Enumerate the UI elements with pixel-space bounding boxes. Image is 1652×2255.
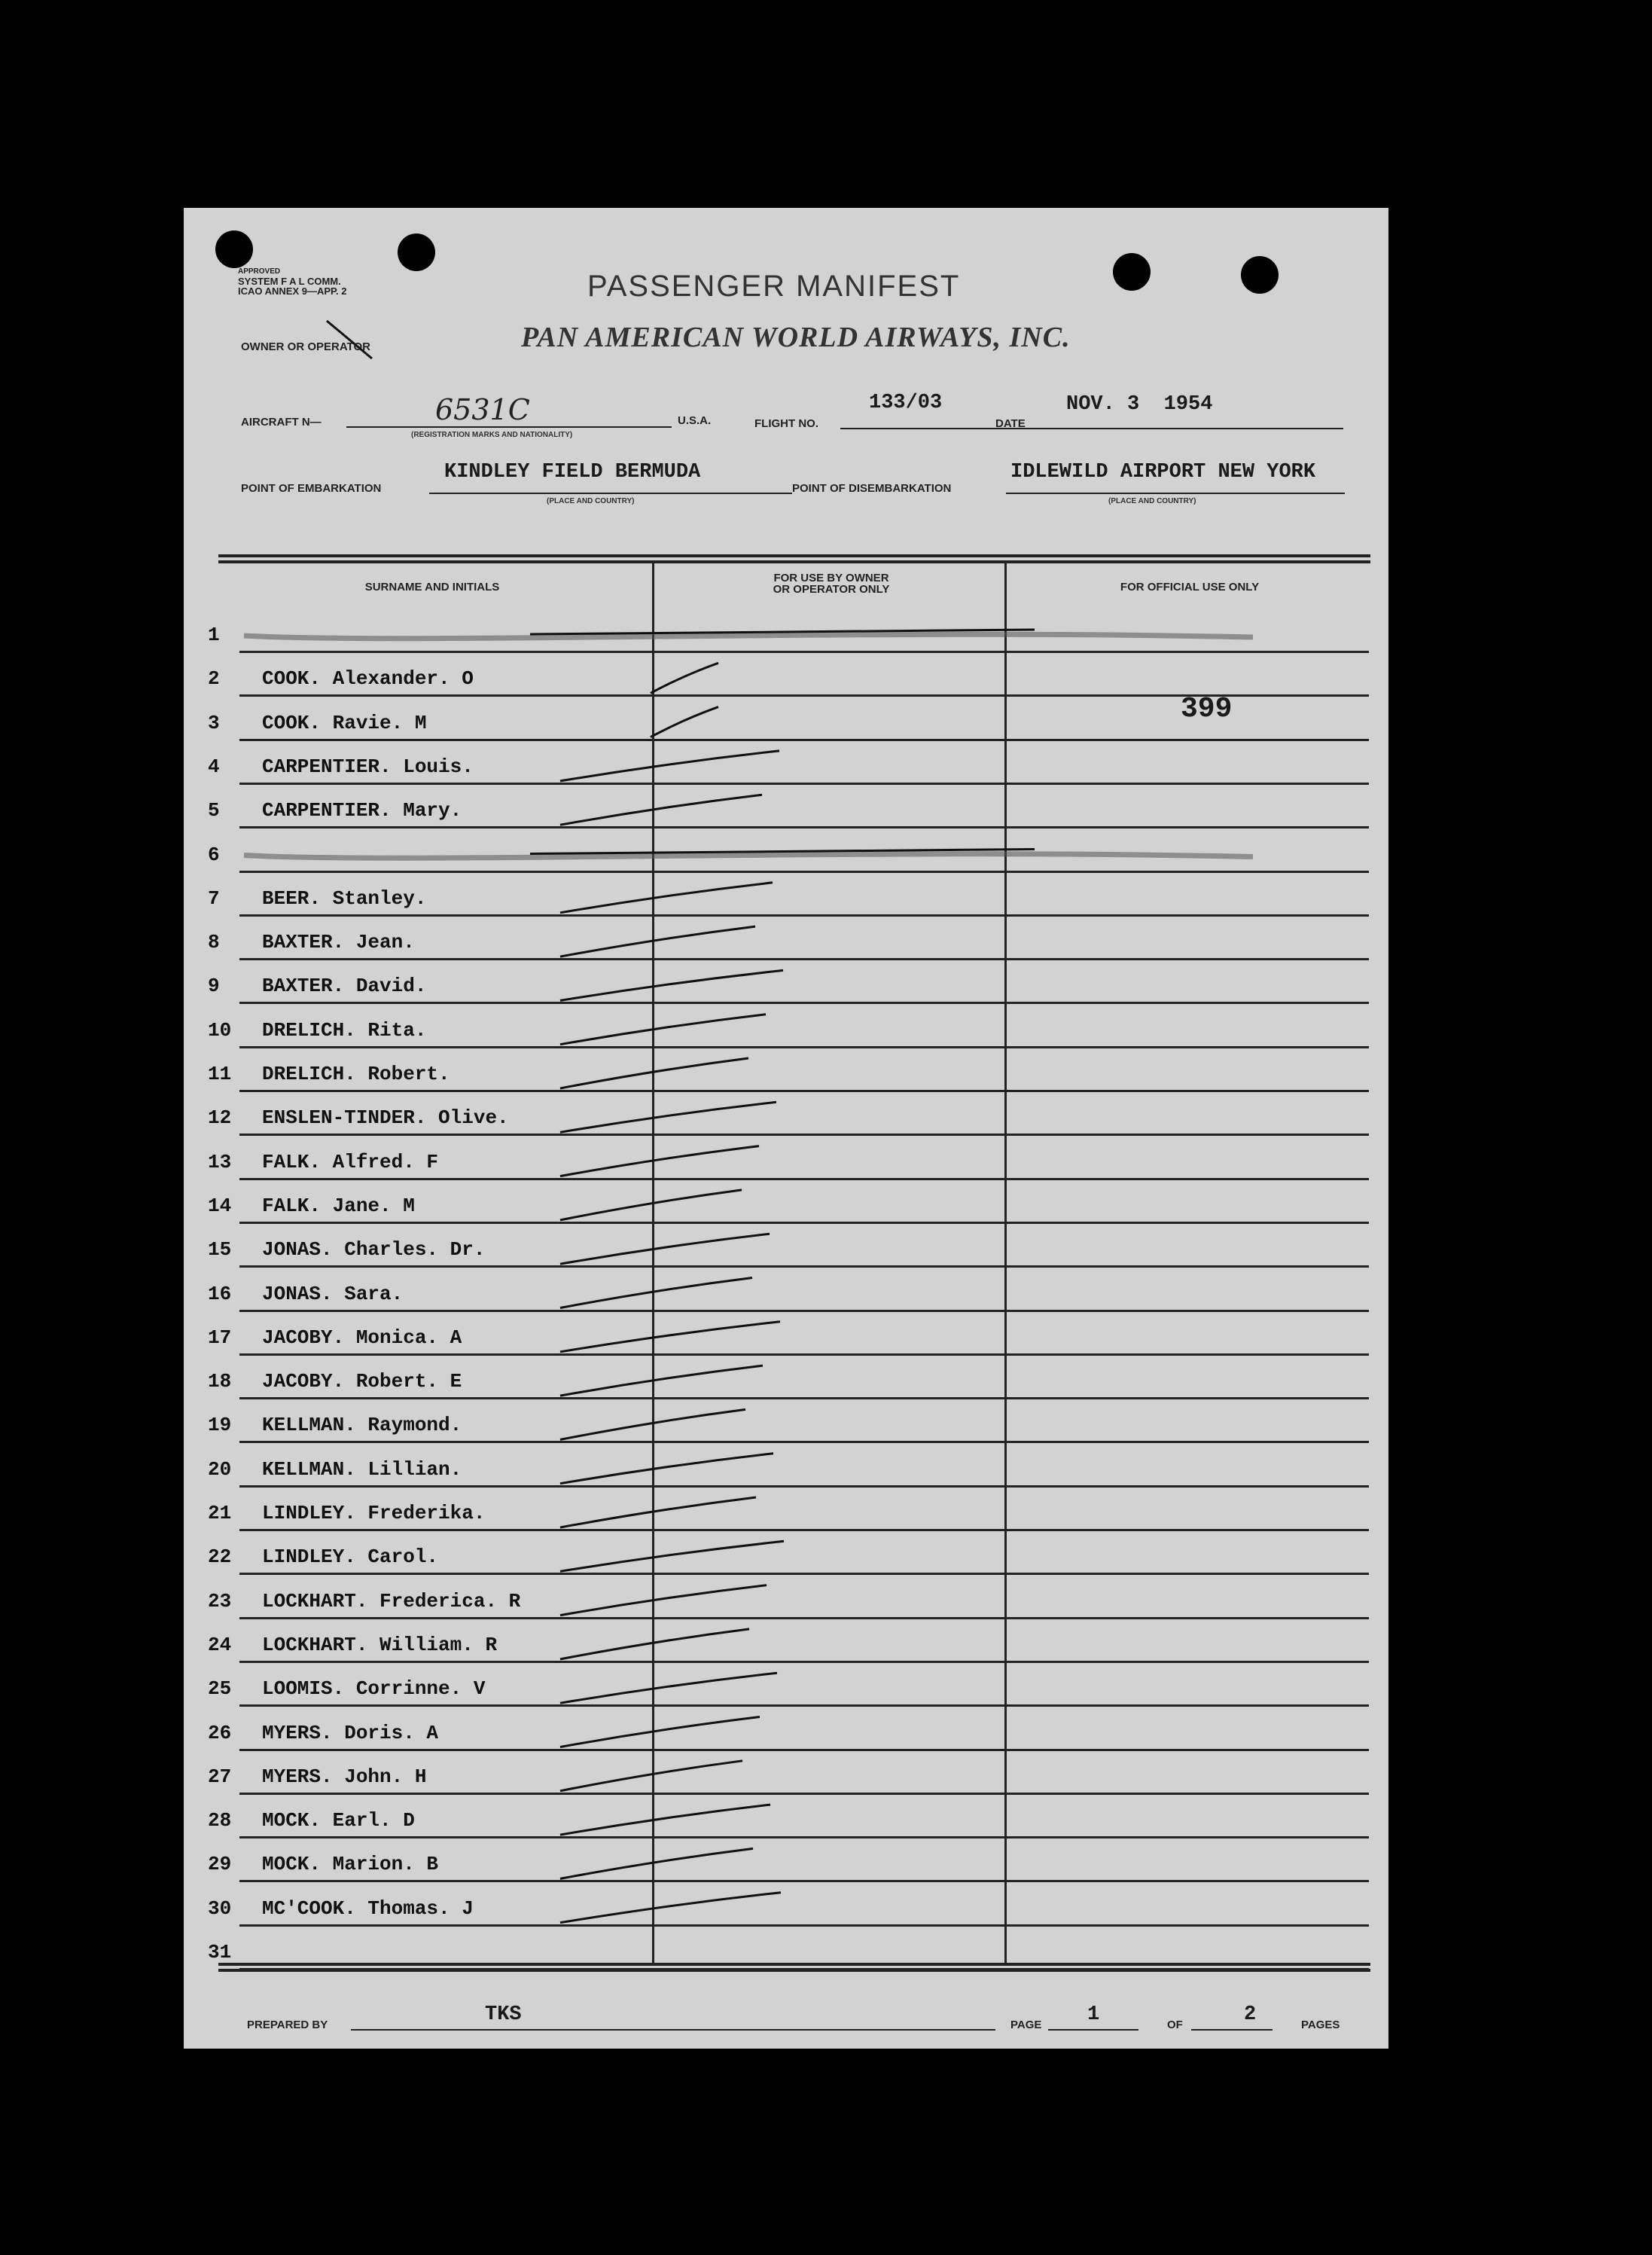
passenger-name: LINDLEY. Frederika.: [262, 1502, 486, 1524]
passenger-name: DRELICH. Robert.: [262, 1063, 450, 1085]
row-number: 27: [208, 1765, 232, 1788]
column-header-official-use: FOR OFFICIAL USE ONLY: [1120, 581, 1260, 594]
passenger-name: KELLMAN. Raymond.: [262, 1414, 462, 1437]
tick-mark: [651, 707, 718, 737]
pages-label: PAGES: [1301, 2019, 1340, 2031]
tick-mark: [560, 1541, 784, 1571]
tick-mark: [560, 1234, 770, 1264]
passenger-name: LOCKHART. Frederica. R: [262, 1589, 521, 1613]
row-number: 10: [208, 1018, 232, 1042]
passenger-name: ENSLEN-TINDER. Olive.: [262, 1106, 509, 1130]
row-number: 22: [208, 1546, 232, 1569]
row-number: 26: [208, 1721, 232, 1744]
table-bottom-rule: [218, 1969, 1370, 1972]
approval-line: ICAO ANNEX 9—APP. 2: [238, 285, 347, 297]
row-number: 7: [208, 886, 220, 910]
tick-mark: [560, 1761, 742, 1791]
row-number: 28: [208, 1809, 232, 1832]
row-number: 25: [208, 1677, 232, 1701]
passenger-name: MOCK. Earl. D: [262, 1809, 415, 1832]
tick-mark: [560, 1322, 780, 1352]
owner-label: OWNER OR OPERATOR: [241, 340, 370, 353]
passenger-name: MYERS. Doris. A: [262, 1721, 439, 1744]
passenger-name: BAXTER. Jean.: [262, 931, 415, 954]
tick-mark: [560, 926, 755, 957]
passenger-name: JONAS. Sara.: [262, 1282, 404, 1305]
manifest-sheet: [184, 208, 1388, 2049]
page-underline: [1048, 2029, 1138, 2031]
column-header-surname: SURNAME AND INITIALS: [364, 581, 500, 594]
passenger-name: MYERS. John. H: [262, 1765, 427, 1788]
passenger-name: JACOBY. Monica. A: [262, 1326, 462, 1349]
row-number: 1: [208, 624, 220, 646]
tick-mark: [560, 883, 773, 913]
tick-marks: [184, 208, 1388, 2049]
page-title: PASSENGER MANIFEST: [587, 270, 961, 303]
passenger-name: BEER. Stanley.: [262, 886, 427, 910]
row-number: 18: [208, 1370, 232, 1393]
flight-label: FLIGHT NO.: [754, 417, 818, 430]
tick-mark: [560, 1497, 756, 1527]
official-use-note: 399: [1181, 693, 1233, 725]
row-number: 21: [208, 1502, 232, 1524]
row-number: 17: [208, 1326, 232, 1349]
date-value: NOV. 3 1954: [1066, 393, 1213, 416]
row-number: 15: [208, 1238, 232, 1262]
passenger-name: LINDLEY. Carol.: [262, 1546, 439, 1569]
row-number: 31: [208, 1941, 232, 1964]
row-number: 4: [208, 755, 220, 778]
total-pages: 2: [1244, 2003, 1257, 2026]
row-number: 9: [208, 975, 220, 998]
tick-mark: [560, 1629, 749, 1659]
tick-mark: [560, 1848, 753, 1878]
tick-mark: [560, 1893, 781, 1923]
row-number: 16: [208, 1282, 232, 1305]
column-header-line: OR OPERATOR ONLY: [773, 583, 890, 596]
company-name: PAN AMERICAN WORLD AIRWAYS, INC.: [521, 322, 1071, 353]
disembarkation-label: POINT OF DISEMBARKATION: [792, 482, 952, 495]
passenger-name: CARPENTIER. Mary.: [262, 799, 462, 822]
row-number: 2: [208, 667, 220, 691]
embarkation-label: POINT OF EMBARKATION: [241, 482, 382, 495]
passenger-name: BAXTER. David.: [262, 975, 427, 998]
passenger-name: COOK. Ravie. M: [262, 711, 427, 734]
usa-label: U.S.A.: [678, 414, 712, 427]
flight-value: 133/03: [869, 392, 943, 414]
row-number: 14: [208, 1194, 232, 1217]
row-number: 24: [208, 1633, 232, 1656]
tick-mark: [560, 1673, 777, 1703]
row-number: 12: [208, 1106, 232, 1130]
row-number: 5: [208, 799, 220, 822]
passenger-name: MC'COOK. Thomas. J: [262, 1896, 474, 1920]
date-label: DATE: [995, 417, 1026, 430]
page-label: PAGE: [1010, 2019, 1042, 2031]
tick-mark: [560, 970, 783, 1000]
passenger-name: COOK. Alexander. O: [262, 667, 474, 691]
tick-mark: [560, 1278, 752, 1308]
row-number: 23: [208, 1589, 232, 1613]
tick-mark: [560, 751, 779, 781]
passenger-name: KELLMAN. Lillian.: [262, 1457, 462, 1481]
passenger-name: LOCKHART. William. R: [262, 1633, 498, 1656]
tick-mark: [560, 1015, 766, 1045]
registration-caption: (REGISTRATION MARKS AND NATIONALITY): [411, 431, 573, 439]
of-underline: [1191, 2029, 1273, 2031]
passenger-name: JACOBY. Robert. E: [262, 1370, 462, 1393]
passenger-name: FALK. Alfred. F: [262, 1150, 439, 1173]
aircraft-label: AIRCRAFT N—: [241, 416, 322, 429]
row-number: 6: [208, 843, 220, 866]
tick-mark: [560, 1146, 759, 1176]
of-label: OF: [1167, 2019, 1183, 2031]
approval-line: APPROVED: [238, 267, 281, 276]
passenger-name: LOOMIS. Corrinne. V: [262, 1677, 486, 1701]
tick-mark: [560, 1409, 745, 1439]
tick-mark: [560, 795, 762, 825]
table-bottom-rule: [218, 1963, 1370, 1966]
prepared-by-underline: [351, 2029, 995, 2031]
strikeout-mark: [244, 634, 1253, 638]
aircraft-value: 6531C: [435, 393, 530, 426]
disembarkation-value: IDLEWILD AIRPORT NEW YORK: [1010, 461, 1316, 484]
passenger-name: JONAS. Charles. Dr.: [262, 1238, 486, 1262]
page-number: 1: [1087, 2003, 1100, 2026]
approval-line: SYSTEM F A L COMM.: [238, 276, 341, 287]
disembarkation-caption: (PLACE AND COUNTRY): [1108, 497, 1196, 505]
row-number: 13: [208, 1150, 232, 1173]
embarkation-value: KINDLEY FIELD BERMUDA: [444, 461, 701, 484]
passenger-name: MOCK. Marion. B: [262, 1853, 439, 1876]
prepared-by-label: PREPARED BY: [247, 2019, 328, 2031]
row-number: 3: [208, 711, 220, 734]
passenger-name: DRELICH. Rita.: [262, 1018, 427, 1042]
passenger-name: CARPENTIER. Louis.: [262, 755, 474, 778]
row-number: 20: [208, 1457, 232, 1481]
row-number: 8: [208, 931, 220, 954]
tick-mark: [560, 1058, 748, 1088]
row-number: 29: [208, 1853, 232, 1876]
strikeout-mark: [244, 854, 1253, 858]
row-number: 19: [208, 1414, 232, 1437]
row-number: 30: [208, 1896, 232, 1920]
passenger-name: FALK. Jane. M: [262, 1194, 415, 1217]
prepared-by-value: TKS: [485, 2003, 522, 2026]
column-header-line: FOR USE BY OWNER: [773, 572, 889, 584]
tick-mark: [560, 1585, 767, 1616]
embarkation-caption: (PLACE AND COUNTRY): [547, 497, 635, 505]
tick-mark: [560, 1190, 742, 1220]
tick-mark: [560, 1717, 760, 1747]
tick-mark: [560, 1805, 770, 1835]
tick-mark: [560, 1366, 763, 1396]
tick-mark: [560, 1454, 773, 1484]
tick-mark: [651, 663, 718, 693]
tick-mark: [560, 1102, 776, 1132]
row-number: 11: [208, 1063, 232, 1085]
